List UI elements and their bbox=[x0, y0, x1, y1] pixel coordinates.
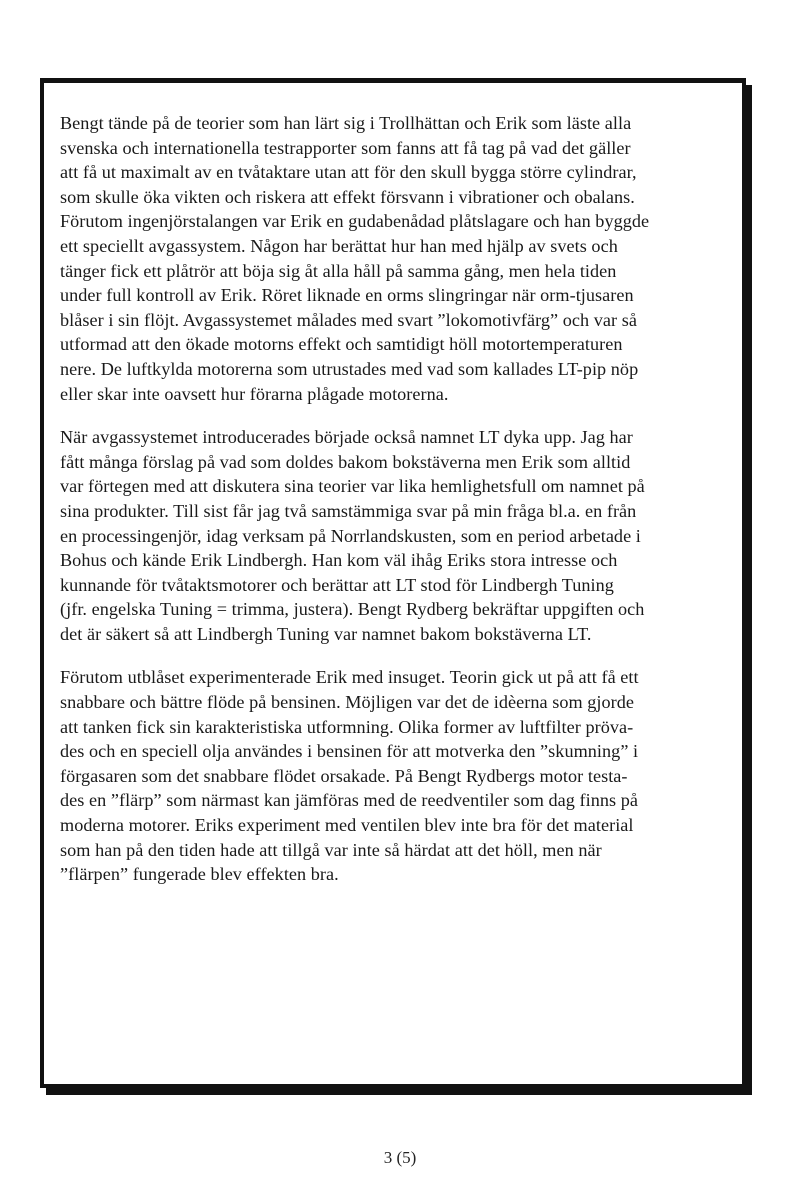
text-line: en processingenjör, idag verksam på Norrlandskusten, som en period arbetade i bbox=[60, 525, 641, 546]
text-line: det är säkert så att Lindbergh Tuning var namnet bakom bokstäverna LT. bbox=[60, 623, 592, 644]
text-line: som skulle öka vikten och riskera att effekt försvann i vibrationer och obalans. bbox=[60, 186, 635, 207]
paragraph-3 bbox=[60, 665, 736, 886]
text-line: Bohus och kände Erik Lindbergh. Han kom väl ihåg Eriks stora intresse och bbox=[60, 550, 618, 571]
page-frame bbox=[40, 78, 746, 1088]
text-line: snabbare och bättre flöde på bensinen. Möjligen var det de idèerna som gjorde bbox=[60, 692, 635, 713]
text-line: fått många förslag på vad som doldes bakom bokstäverna men Erik som alltid bbox=[60, 451, 631, 472]
text-line: blåser i sin flöjt. Avgassystemet målades med svart ”lokomotivfärg” och var så bbox=[60, 309, 637, 330]
page-number: 3 (5) bbox=[383, 1148, 417, 1167]
text-line: sina produkter. Till sist får jag två samstämmiga svar på min fråga bl.a. en från bbox=[60, 500, 637, 521]
text-line: Bengt tände på de teorier som han lärt sig i Trollhättan och Erik som läste alla bbox=[60, 113, 632, 133]
text-line: ett speciellt avgassystem. Någon har berättat hur han med hjälp av svets och bbox=[60, 235, 618, 256]
text-line: att få ut maximalt av en tvåtaktare utan att för den skull bygga större cylindrar, bbox=[60, 162, 637, 183]
text-line: ”flärpen” fungerade blev effekten bra. bbox=[60, 864, 339, 885]
paragraph-1 bbox=[60, 111, 736, 406]
text-line: kunnande för tvåtaktsmotorer och berättar att LT stod för Lindbergh Tuning bbox=[60, 574, 614, 595]
text-line: att tanken fick sin karakteristiska utformning. Olika former av luftfilter pröva- bbox=[60, 716, 634, 737]
text-line: nere. De luftkylda motorerna som utrustades med vad som kallades LT-pip nöp bbox=[60, 358, 639, 379]
text-line: var förtegen med att diskutera sina teorier var lika hemlighetsfull om namnet på bbox=[60, 476, 645, 497]
text-line: (jfr. engelska Tuning = trimma, justera). Bengt Rydberg bekräftar uppgiften och bbox=[60, 599, 645, 620]
text-line: förgasaren som det snabbare flödet orsakade. På Bengt Rydbergs motor testa- bbox=[60, 765, 628, 786]
text-line: När avgassystemet introducerades började också namnet LT dyka upp. Jag har bbox=[60, 427, 633, 448]
text-line: svenska och internationella testrapporter som fanns att få tag på vad det gäller bbox=[60, 137, 631, 158]
text-line: des en ”flärp” som närmast kan jämföras med de reedventiler som dag finns på bbox=[60, 790, 639, 811]
text-line: under full kontroll av Erik. Röret liknade en orms slingringar när orm-tjusaren bbox=[60, 285, 634, 306]
text-line: des och en speciell olja användes i bensinen för att motverka den ”skumning” i bbox=[60, 741, 639, 762]
text-line: som han på den tiden hade att tillgå var inte så härdat att det höll, men när bbox=[60, 839, 602, 860]
text-line: tänger fick ett plåtrör att böja sig åt alla håll på samma gång, men hela tiden bbox=[60, 260, 617, 281]
text-line: Förutom ingenjörstalangen var Erik en gudabenådad plåtslagare och han byggde bbox=[60, 211, 650, 232]
text-line: Förutom utblåset experimenterade Erik med insuget. Teorin gick ut på att få ett bbox=[60, 667, 639, 688]
text-body bbox=[60, 111, 736, 906]
text-line: eller skar inte oavsett hur förarna plågade motorerna. bbox=[60, 383, 449, 404]
text-line: utformad att den ökade motorns effekt och samtidigt höll motortemperaturen bbox=[60, 334, 623, 355]
text-line: moderna motorer. Eriks experiment med ventilen blev inte bra för det material bbox=[60, 815, 634, 836]
paragraph-2 bbox=[60, 425, 736, 646]
